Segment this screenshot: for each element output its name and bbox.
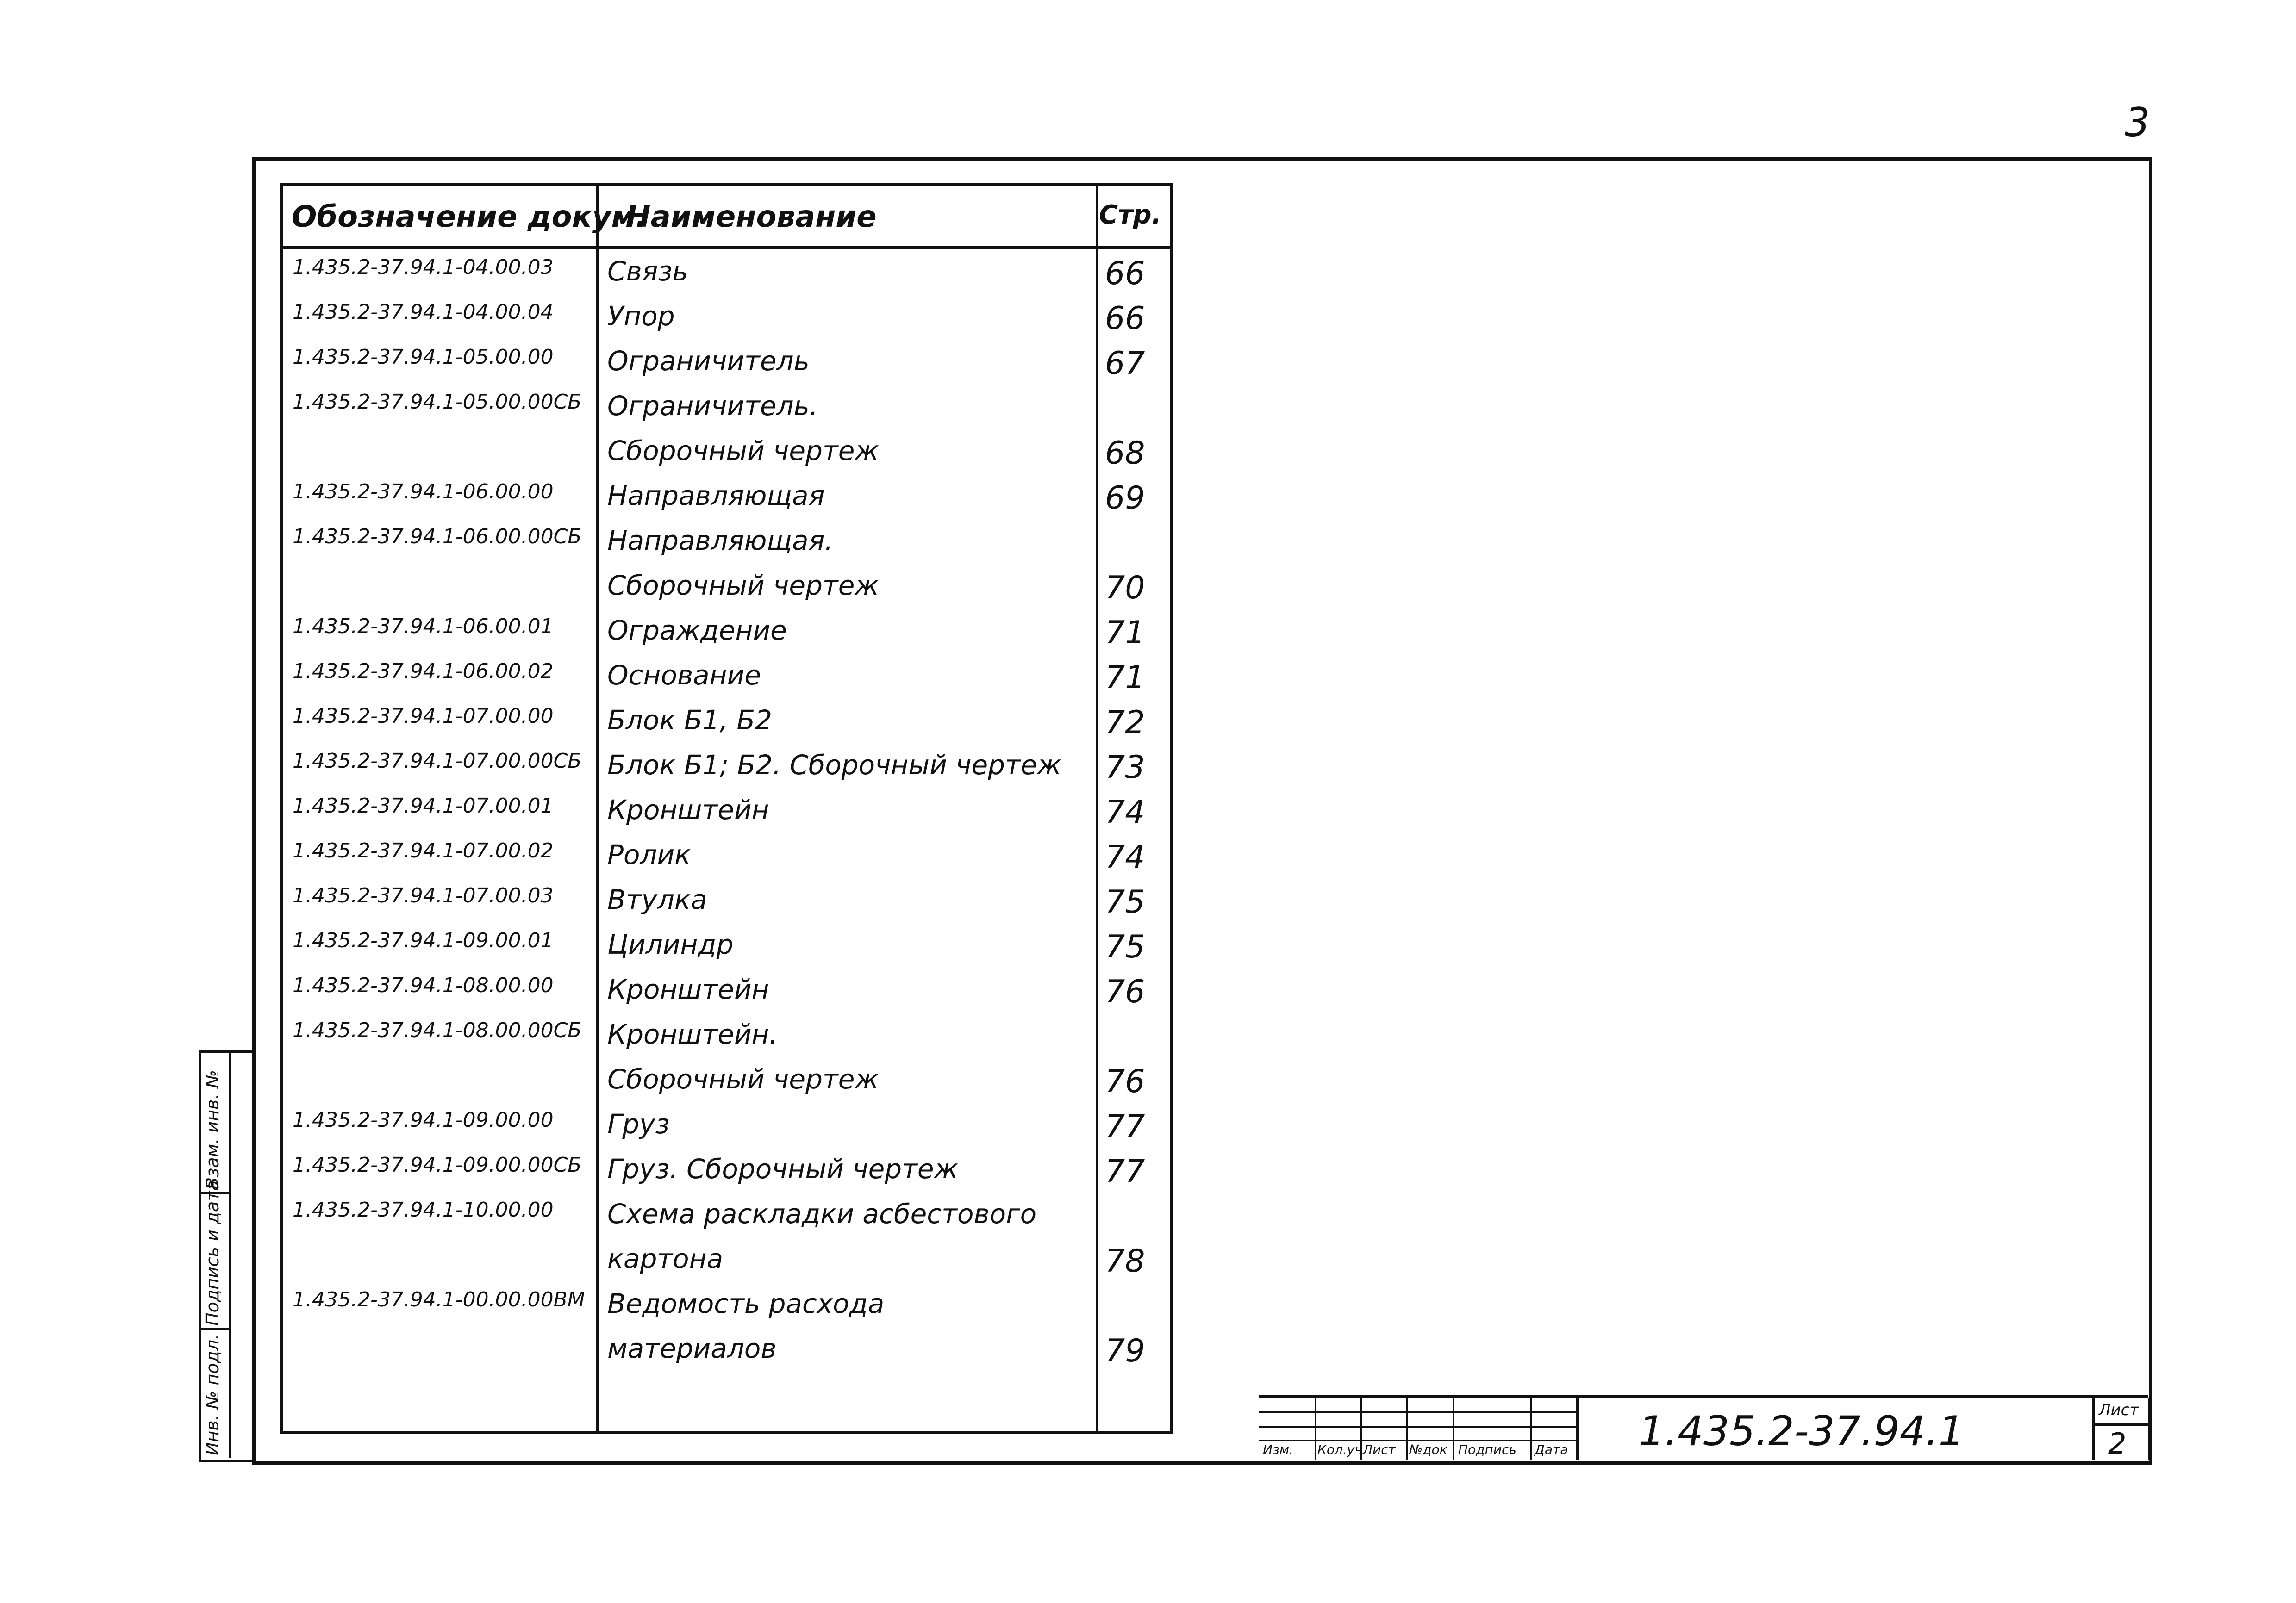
document-code: 1.435.2-37.94.1 xyxy=(1639,1407,1965,1455)
row-page: 68 xyxy=(1105,435,1145,472)
table-row xyxy=(283,1243,1170,1287)
row-code: 1.435.2-37.94.1-07.00.01 xyxy=(293,794,554,818)
row-code: 1.435.2-37.94.1-10.00.00 xyxy=(293,1198,554,1222)
row-name: Цилиндр xyxy=(607,929,734,960)
header-divider xyxy=(283,246,1170,249)
table-row xyxy=(283,1063,1170,1107)
row-name: Направляющая xyxy=(607,480,825,511)
stamp-label-count: Кол.уч xyxy=(1317,1442,1362,1457)
table-row xyxy=(283,345,1170,389)
stamp-label-signature: Подпись xyxy=(1458,1442,1516,1457)
table-row xyxy=(283,480,1170,524)
table-row xyxy=(283,300,1170,344)
row-page: 71 xyxy=(1105,659,1145,696)
row-page: 78 xyxy=(1105,1243,1145,1280)
row-code: 1.435.2-37.94.1-05.00.00 xyxy=(293,345,554,369)
row-code: 1.435.2-37.94.1-06.00.00СБ xyxy=(293,525,582,548)
row-name: Сборочный чертеж xyxy=(607,570,879,601)
header-code: Обозначение докум. xyxy=(292,200,647,234)
row-code: 1.435.2-37.94.1-07.00.00 xyxy=(293,704,554,728)
row-name: Блок Б1, Б2 xyxy=(607,704,773,736)
row-name: Связь xyxy=(607,255,688,287)
row-page: 76 xyxy=(1105,974,1145,1010)
table-row xyxy=(283,794,1170,838)
row-name: Упор xyxy=(607,300,675,332)
row-code: 1.435.2-37.94.1-09.00.00СБ xyxy=(293,1153,582,1177)
row-code: 1.435.2-37.94.1-09.00.01 xyxy=(293,929,554,952)
header-name: Наименование xyxy=(626,200,877,234)
row-page: 66 xyxy=(1105,255,1145,292)
header-page: Стр. xyxy=(1099,200,1161,230)
row-name: Кронштейн xyxy=(607,794,769,826)
row-page: 69 xyxy=(1105,480,1145,516)
row-name: Груз. Сборочный чертеж xyxy=(607,1153,958,1185)
table-row xyxy=(283,615,1170,659)
row-code: 1.435.2-37.94.1-04.00.04 xyxy=(293,300,554,324)
row-page: 72 xyxy=(1105,704,1145,741)
table-row xyxy=(283,1198,1170,1242)
contents-table xyxy=(280,183,1173,1434)
revision-grid xyxy=(1259,1398,1579,1460)
side-strip xyxy=(199,1050,255,1462)
grid-line xyxy=(1406,1398,1408,1460)
row-name: Ограждение xyxy=(607,615,787,646)
row-name: Кронштейн xyxy=(607,974,769,1005)
row-code: 1.435.2-37.94.1-06.00.01 xyxy=(293,615,554,638)
table-row xyxy=(283,1153,1170,1197)
row-code: 1.435.2-37.94.1-07.00.02 xyxy=(293,839,554,863)
sheet-box-divider xyxy=(2095,1423,2148,1426)
row-code: 1.435.2-37.94.1-06.00.00 xyxy=(293,480,554,503)
row-code: 1.435.2-37.94.1-08.00.00СБ xyxy=(293,1019,582,1042)
row-name: Сборочный чертеж xyxy=(607,1063,879,1095)
row-page: 74 xyxy=(1105,839,1145,876)
row-page: 74 xyxy=(1105,794,1145,831)
table-row xyxy=(283,974,1170,1018)
row-name: Ведомость расхода xyxy=(607,1288,885,1319)
row-page: 66 xyxy=(1105,300,1145,337)
stamp-label-change: Изм. xyxy=(1263,1442,1293,1457)
table-row xyxy=(283,570,1170,614)
row-name: Направляющая. xyxy=(607,525,833,556)
row-page: 73 xyxy=(1105,749,1145,786)
row-name: Сборочный чертеж xyxy=(607,435,879,466)
row-page: 75 xyxy=(1105,929,1145,965)
row-code: 1.435.2-37.94.1-09.00.00 xyxy=(293,1108,554,1132)
side-label-inventory: Инв. № подл. xyxy=(202,1334,223,1455)
stamp-label-sheet: Лист xyxy=(1363,1442,1396,1457)
row-code: 1.435.2-37.94.1-07.00.03 xyxy=(293,884,554,907)
row-code: 1.435.2-37.94.1-05.00.00СБ xyxy=(293,390,582,414)
table-row xyxy=(283,929,1170,973)
row-code: 1.435.2-37.94.1-06.00.02 xyxy=(293,659,554,683)
row-page: 75 xyxy=(1105,884,1145,920)
table-row xyxy=(283,749,1170,793)
row-name: Втулка xyxy=(607,884,707,915)
row-code: 1.435.2-37.94.1-00.00.00ВМ xyxy=(293,1288,585,1311)
grid-line xyxy=(1315,1398,1316,1460)
grid-line xyxy=(1259,1440,1576,1441)
row-name: Схема раскладки асбестового xyxy=(607,1198,1037,1230)
row-code: 1.435.2-37.94.1-07.00.00СБ xyxy=(293,749,582,773)
row-name: Ограничитель. xyxy=(607,390,818,422)
grid-line xyxy=(1453,1398,1454,1460)
table-row xyxy=(283,390,1170,434)
row-name: картона xyxy=(607,1243,724,1274)
row-name: материалов xyxy=(607,1333,777,1364)
row-name: Ролик xyxy=(607,839,691,870)
side-label-signature: Подпись и дата xyxy=(202,1180,223,1326)
row-page: 76 xyxy=(1105,1063,1145,1100)
row-page: 67 xyxy=(1105,345,1145,382)
row-page: 70 xyxy=(1105,570,1145,606)
row-name: Ограничитель xyxy=(607,345,810,377)
row-name: Блок Б1; Б2. Сборочный чертеж xyxy=(607,749,1061,781)
row-page: 77 xyxy=(1105,1108,1145,1145)
table-row xyxy=(283,659,1170,703)
page-number: 3 xyxy=(2125,99,2150,146)
row-page: 77 xyxy=(1105,1153,1145,1190)
table-row xyxy=(283,435,1170,479)
table-row xyxy=(283,839,1170,883)
sheet-box xyxy=(2092,1398,2151,1460)
row-page: 79 xyxy=(1105,1333,1145,1369)
table-row xyxy=(283,1288,1170,1332)
table-row xyxy=(283,884,1170,928)
table-row xyxy=(283,525,1170,569)
stamp-label-date: Дата xyxy=(1535,1442,1568,1457)
table-row xyxy=(283,255,1170,299)
row-code: 1.435.2-37.94.1-04.00.03 xyxy=(293,255,554,279)
grid-line xyxy=(1259,1426,1576,1428)
side-strip-divider xyxy=(229,1053,231,1458)
row-name: Кронштейн. xyxy=(607,1019,778,1050)
table-row xyxy=(283,704,1170,748)
row-page: 71 xyxy=(1105,615,1145,651)
sheet-label: Лист xyxy=(2099,1401,2139,1419)
sheet-number: 2 xyxy=(2108,1427,2127,1460)
table-row xyxy=(283,1019,1170,1062)
row-name: Основание xyxy=(607,659,761,691)
table-row xyxy=(283,1333,1170,1377)
table-row xyxy=(283,1108,1170,1152)
row-name: Груз xyxy=(607,1108,670,1140)
grid-line xyxy=(1259,1411,1576,1413)
grid-line xyxy=(1530,1398,1532,1460)
side-label-replace: Взам. инв. № xyxy=(202,1069,223,1189)
stamp-label-docnum: №док xyxy=(1409,1442,1447,1457)
title-block xyxy=(1259,1395,2148,1460)
row-code: 1.435.2-37.94.1-08.00.00 xyxy=(293,974,554,997)
